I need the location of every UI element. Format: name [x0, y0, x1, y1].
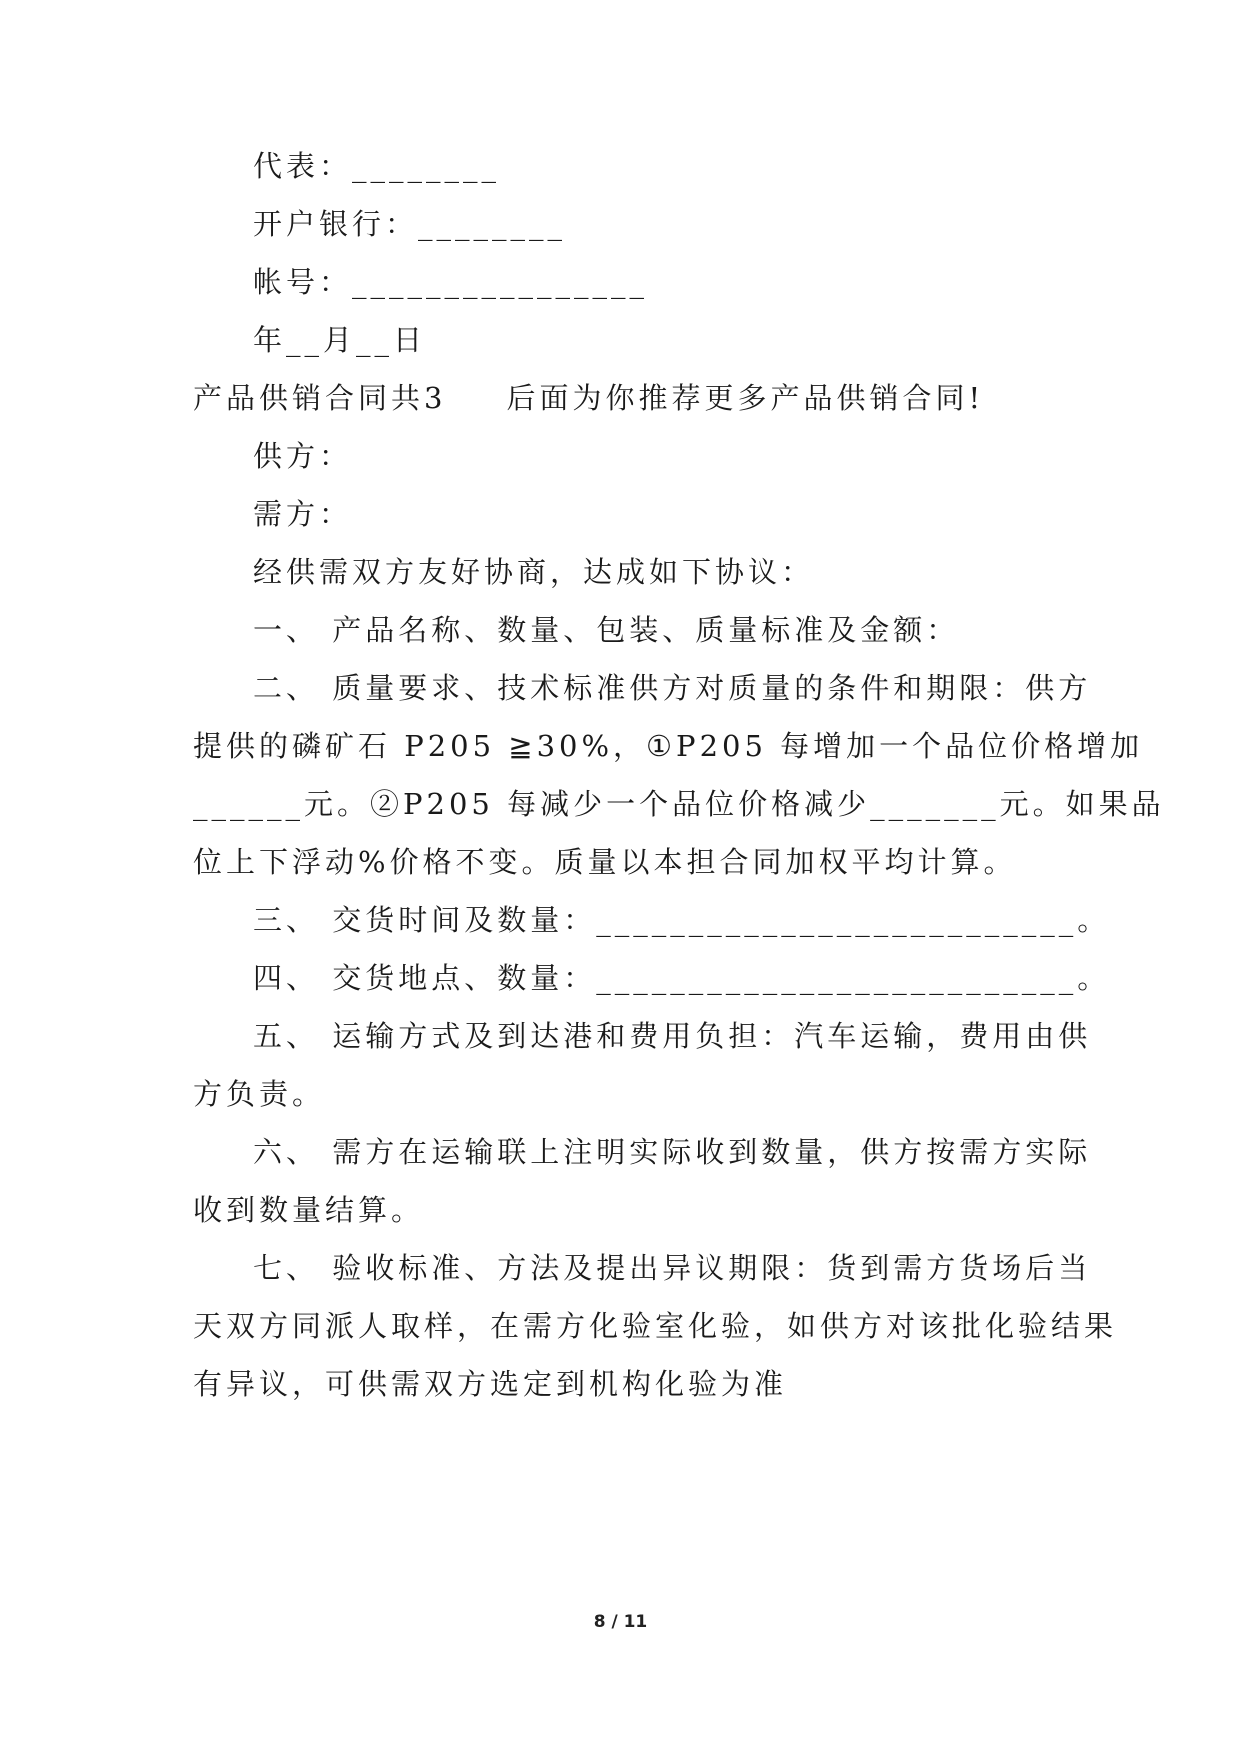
- buyer-line: 需方：: [253, 497, 353, 531]
- clause-6-line-1: 六、 需方在运输联上注明实际收到数量，供方按需方实际: [253, 1135, 1092, 1169]
- clause-5-line-1: 五、 运输方式及到达港和费用负担：汽车运输，费用由供: [253, 1019, 1092, 1053]
- clause-2-line-2: 提供的磷矿石 P205 ≧30%，①P205 每增加一个品位价格增加: [193, 729, 1144, 763]
- clause-7-line-3: 有异议，可供需双方选定到机构化验为准: [193, 1367, 788, 1401]
- date-line: 年__月__日: [253, 323, 427, 357]
- clause-7-line-1: 七、 验收标准、方法及提出异议期限：货到需方货场后当: [253, 1251, 1092, 1285]
- recommend-text: 后面为你推荐更多产品供销合同!: [506, 381, 985, 415]
- section-heading: [193, 378, 1063, 418]
- page-number: 8 / 11: [593, 1612, 648, 1632]
- bank-line: 开户银行：________: [253, 207, 567, 241]
- clause-2-line-4: 位上下浮动%价格不变。质量以本担合同加权平均计算。: [193, 845, 1017, 879]
- clause-3: 三、 交货时间及数量：__________________________。: [253, 903, 1111, 937]
- clause-2-line-1: 二、 质量要求、技术标准供方对质量的条件和期限：供方: [253, 671, 1092, 705]
- intro-paragraph: 经供需双方友好协商，达成如下协议：: [253, 555, 815, 589]
- supplier-line: 供方：: [253, 439, 353, 473]
- clause-6-line-2: 收到数量结算。: [193, 1193, 425, 1227]
- clause-4: 四、 交货地点、数量：__________________________。: [253, 961, 1111, 995]
- clause-5-line-2: 方负责。: [193, 1077, 326, 1111]
- representative-line: 代表：________: [253, 149, 501, 183]
- clause-1: 一、 产品名称、数量、包装、质量标准及金额：: [253, 613, 960, 647]
- clause-7-line-2: 天双方同派人取样，在需方化验室化验，如供方对该批化验结果: [193, 1309, 1118, 1343]
- clause-2-line-3: ______元。②P205 每减少一个品位价格减少_______元。如果品: [193, 787, 1165, 821]
- account-line: 帐号：________________: [253, 265, 649, 299]
- contract-title: 产品供销合同共3: [193, 381, 447, 415]
